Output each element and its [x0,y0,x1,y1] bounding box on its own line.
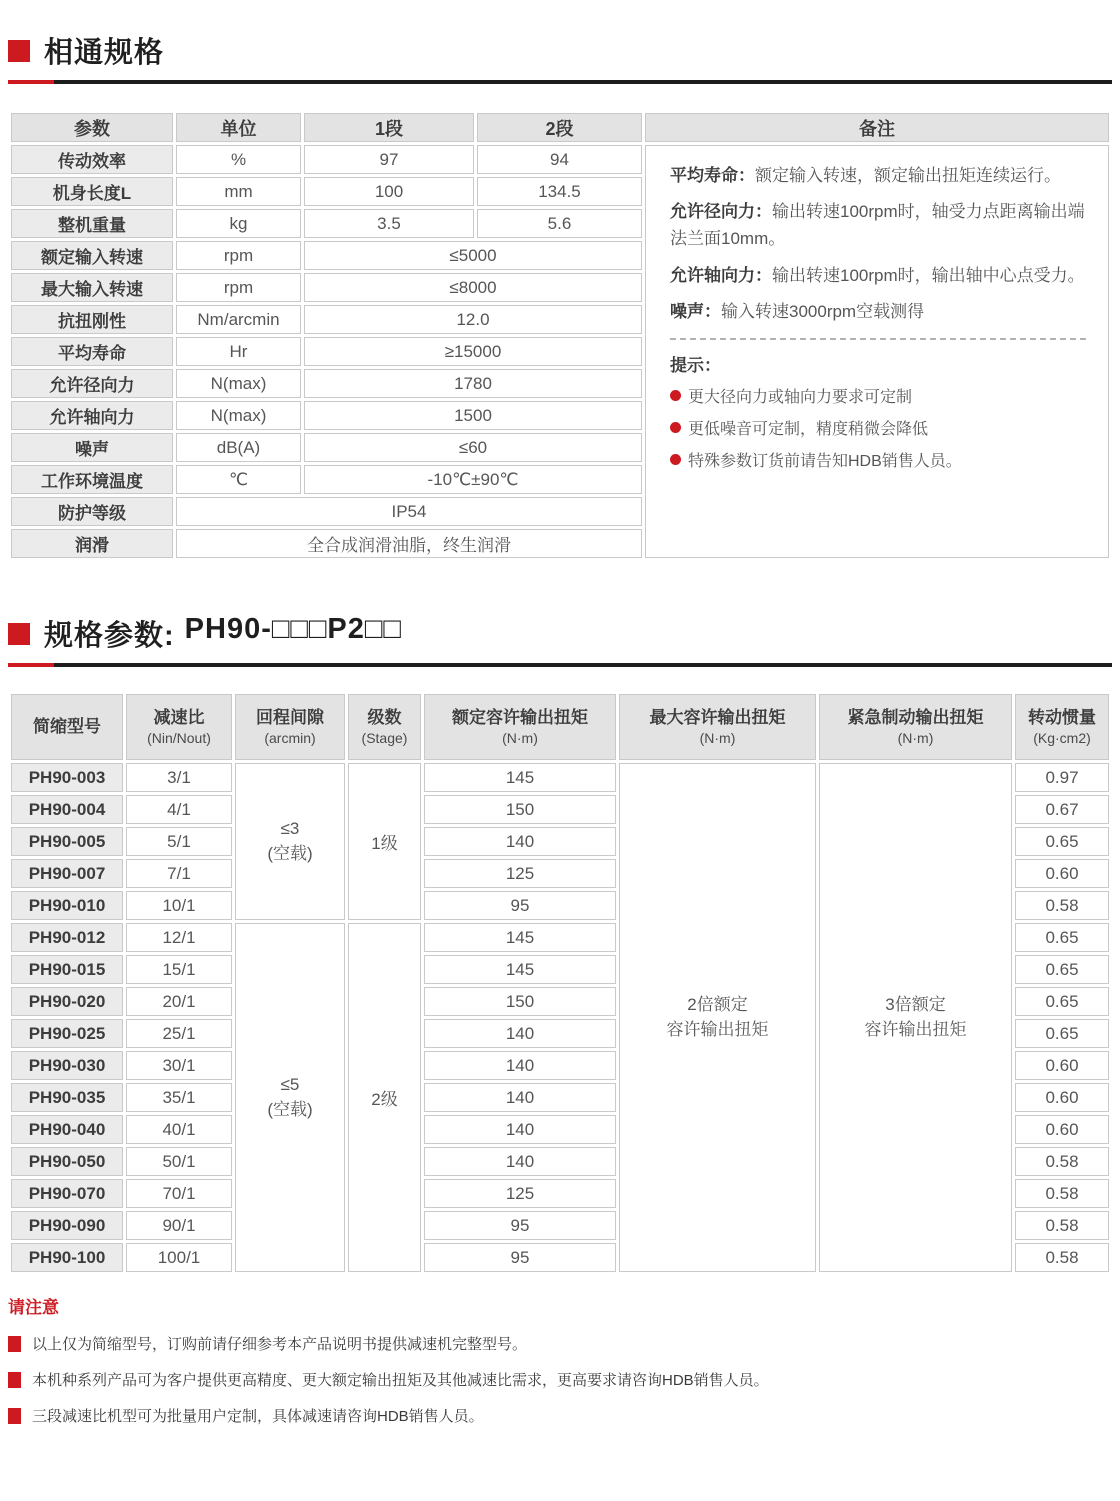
ratio-cell: 40/1 [126,1115,232,1144]
param-unit-cell: Hr [176,337,301,366]
param-unit-cell: kg [176,209,301,238]
note-paragraph: 允许径向力：输出转速100rpm时，轴受力点距离输出端法兰面10mm。 [670,202,1085,249]
column-header: 参数 [11,113,173,142]
red-square-bullet-icon [8,1372,21,1388]
note-paragraph: 允许轴向力：输出转速100rpm时，输出轴中心点受力。 [670,265,1085,285]
param-value-2-cell: 94 [477,145,642,174]
param-name-cell: 工作环境温度 [11,465,173,494]
red-dot-bullet-icon [670,422,681,433]
rated-torque-cell: 125 [424,859,616,888]
inertia-cell: 0.60 [1015,1051,1109,1080]
footer-note-item [8,1405,1112,1426]
tips-title: 提示： [670,355,721,375]
red-square-bullet-icon [8,1336,21,1352]
param-name-cell: 抗扭刚性 [11,305,173,334]
model-cell: PH90-010 [11,891,123,920]
column-header: 2段 [477,113,642,142]
footer-note-text: 本机种系列产品可为客户提供更高精度、更大额定输出扭矩及其他减速比需求，更高要求请咨询HDB销售人员。 [32,1372,769,1389]
param-unit-cell: N(max) [176,401,301,430]
param-name-cell: 平均寿命 [11,337,173,366]
tip-item [670,384,1086,407]
column-header: 额定容许输出扭矩 (N·m) [424,694,616,760]
rated-torque-cell: 95 [424,1243,616,1272]
model-cell: PH90-050 [11,1147,123,1176]
model-cell: PH90-003 [11,763,123,792]
column-header: 单位 [176,113,301,142]
tip-item [670,416,1086,439]
stage-cell: 1级 [348,763,421,920]
section-title-text [44,613,402,654]
ratio-cell: 70/1 [126,1179,232,1208]
model-cell: PH90-040 [11,1115,123,1144]
inertia-cell: 0.60 [1015,1115,1109,1144]
param-value-1-cell: 97 [304,145,474,174]
tip-item [670,448,1086,471]
column-header: 最大容许输出扭矩 (N·m) [619,694,816,760]
ratio-cell: 12/1 [126,923,232,952]
param-unit-cell: rpm [176,241,301,270]
param-value-cell: ≤5000 [304,241,642,270]
inertia-cell: 0.65 [1015,955,1109,984]
column-header: 1段 [304,113,474,142]
model-cell: PH90-020 [11,987,123,1016]
red-dot-bullet-icon [670,454,681,465]
max-torque-cell: 2倍额定 容许输出扭矩 [619,763,816,1272]
param-value-cell: 全合成润滑油脂，终生润滑 [176,529,642,558]
ratio-cell: 90/1 [126,1211,232,1240]
rated-torque-cell: 95 [424,891,616,920]
inertia-cell: 0.58 [1015,1147,1109,1176]
inertia-cell: 0.65 [1015,827,1109,856]
param-name-cell: 润滑 [11,529,173,558]
param-value-cell: ≥15000 [304,337,642,366]
param-unit-cell: mm [176,177,301,206]
model-cell: PH90-090 [11,1211,123,1240]
model-cell: PH90-012 [11,923,123,952]
ratio-cell: 100/1 [126,1243,232,1272]
param-value-1-cell: 100 [304,177,474,206]
inertia-cell: 0.65 [1015,923,1109,952]
footer-note-text: 以上仅为简缩型号，订购前请仔细参考本产品说明书提供减速机完整型号。 [32,1336,528,1353]
note-term: 允许径向力： [670,202,772,222]
ratio-cell: 35/1 [126,1083,232,1112]
red-dot-bullet-icon [670,390,681,401]
param-name-cell: 额定输入转速 [11,241,173,270]
section-title-spec-params [8,613,1112,667]
model-cell: PH90-004 [11,795,123,824]
note-paragraph: 噪声：输入转速3000rpm空载测得 [670,301,925,321]
param-name-cell: 整机重量 [11,209,173,238]
column-header: 级数 (Stage) [348,694,421,760]
model-cell: PH90-007 [11,859,123,888]
rated-torque-cell: 140 [424,1019,616,1048]
ratio-cell: 20/1 [126,987,232,1016]
section-title-common-specs [8,30,1112,84]
ratio-cell: 25/1 [126,1019,232,1048]
param-name-cell: 传动效率 [11,145,173,174]
footer-note-item [8,1369,1112,1390]
rated-torque-cell: 140 [424,1147,616,1176]
spec-row [11,145,1109,174]
dashed-divider [670,338,1086,340]
red-underline-segment [8,80,54,84]
red-underline-segment [8,663,54,667]
note-term: 允许轴向力： [670,265,772,285]
red-square-bullet-icon [8,623,30,645]
tip-text: 特殊参数订货前请告知HDB销售人员。 [688,452,962,470]
model-spec-header-row [11,694,1109,760]
rated-torque-cell: 140 [424,1051,616,1080]
param-unit-cell: ℃ [176,465,301,494]
param-value-cell: ≤8000 [304,273,642,302]
model-cell: PH90-030 [11,1051,123,1080]
page-title: 相通规格 [44,37,165,69]
param-value-2-cell: 5.6 [477,209,642,238]
inertia-cell: 0.65 [1015,1019,1109,1048]
tip-text: 更大径向力或轴向力要求可定制 [688,388,913,406]
inertia-cell: 0.67 [1015,795,1109,824]
param-value-2-cell: 134.5 [477,177,642,206]
notes-content [670,162,1086,471]
note-term: 噪声： [670,301,721,321]
common-spec-header-row [11,113,1109,142]
param-unit-cell: dB(A) [176,433,301,462]
inertia-cell: 0.97 [1015,763,1109,792]
red-square-bullet-icon [8,1408,21,1424]
backlash-cell: ≤5 (空载) [235,923,345,1272]
rated-torque-cell: 125 [424,1179,616,1208]
param-name-cell: 允许径向力 [11,369,173,398]
model-cell: PH90-035 [11,1083,123,1112]
model-row [11,763,1109,792]
ratio-cell: 10/1 [126,891,232,920]
ratio-cell: 15/1 [126,955,232,984]
param-name-cell: 机身长度L [11,177,173,206]
model-cell: PH90-005 [11,827,123,856]
ratio-cell: 5/1 [126,827,232,856]
inertia-cell: 0.58 [1015,1243,1109,1272]
param-value-1-cell: 3.5 [304,209,474,238]
inertia-cell: 0.58 [1015,1179,1109,1208]
ratio-cell: 3/1 [126,763,232,792]
inertia-cell: 0.60 [1015,1083,1109,1112]
footer-note-text: 三段减速比机型可为批量用户定制，具体减速请咨询HDB销售人员。 [32,1408,484,1425]
model-cell: PH90-070 [11,1179,123,1208]
spec-sheet-page [0,30,1120,1426]
model-spec-table [8,691,1112,1275]
inertia-cell: 0.58 [1015,891,1109,920]
param-name-cell: 防护等级 [11,497,173,526]
note-paragraph: 平均寿命：额定输入转速，额定输出扭矩连续运行。 [670,166,1061,185]
param-value-cell: IP54 [176,497,642,526]
param-value-cell: 12.0 [304,305,642,334]
ratio-cell: 50/1 [126,1147,232,1176]
rated-torque-cell: 150 [424,987,616,1016]
param-value-cell: 1500 [304,401,642,430]
param-unit-cell: % [176,145,301,174]
common-spec-tbody [11,145,1109,558]
param-unit-cell: Nm/arcmin [176,305,301,334]
rated-torque-cell: 145 [424,763,616,792]
backlash-cell: ≤3 (空载) [235,763,345,920]
param-name-cell: 允许轴向力 [11,401,173,430]
model-code-pattern: PH90-□□□P2□□ [184,613,402,645]
footer-note-item [8,1333,1112,1354]
column-header: 紧急制动输出扭矩 (N·m) [819,694,1012,760]
model-cell: PH90-100 [11,1243,123,1272]
rated-torque-cell: 145 [424,923,616,952]
param-unit-cell: rpm [176,273,301,302]
inertia-cell: 0.58 [1015,1211,1109,1240]
column-header: 减速比 (Nin/Nout) [126,694,232,760]
model-cell: PH90-025 [11,1019,123,1048]
param-value-cell: ≤60 [304,433,642,462]
red-square-bullet-icon [8,40,30,62]
notes-cell [645,145,1109,558]
column-header-notes: 备注 [645,113,1109,142]
rated-torque-cell: 140 [424,827,616,856]
param-name-cell: 最大输入转速 [11,273,173,302]
rated-torque-cell: 140 [424,1083,616,1112]
column-header: 简缩型号 [11,694,123,760]
footer-title: 请注意 [8,1298,59,1317]
tip-text: 更低噪音可定制，精度稍微会降低 [688,420,929,438]
param-value-cell: 1780 [304,369,642,398]
model-spec-tbody [11,763,1109,1272]
stage-cell: 2级 [348,923,421,1272]
param-name-cell: 噪声 [11,433,173,462]
inertia-cell: 0.60 [1015,859,1109,888]
model-cell: PH90-015 [11,955,123,984]
spec-params-label: 规格参数: [44,620,175,652]
column-header: 转动惯量 (Kg·cm2) [1015,694,1109,760]
column-header: 回程间隙 (arcmin) [235,694,345,760]
note-term: 平均寿命： [670,166,755,185]
rated-torque-cell: 140 [424,1115,616,1144]
rated-torque-cell: 95 [424,1211,616,1240]
ratio-cell: 4/1 [126,795,232,824]
footer-notes [8,1293,1112,1426]
ratio-cell: 30/1 [126,1051,232,1080]
param-unit-cell: N(max) [176,369,301,398]
rated-torque-cell: 150 [424,795,616,824]
inertia-cell: 0.65 [1015,987,1109,1016]
param-value-cell: -10℃±90℃ [304,465,642,494]
ratio-cell: 7/1 [126,859,232,888]
rated-torque-cell: 145 [424,955,616,984]
footer-items [8,1333,1112,1426]
brake-torque-cell: 3倍额定 容许输出扭矩 [819,763,1012,1272]
common-spec-table [8,110,1112,561]
